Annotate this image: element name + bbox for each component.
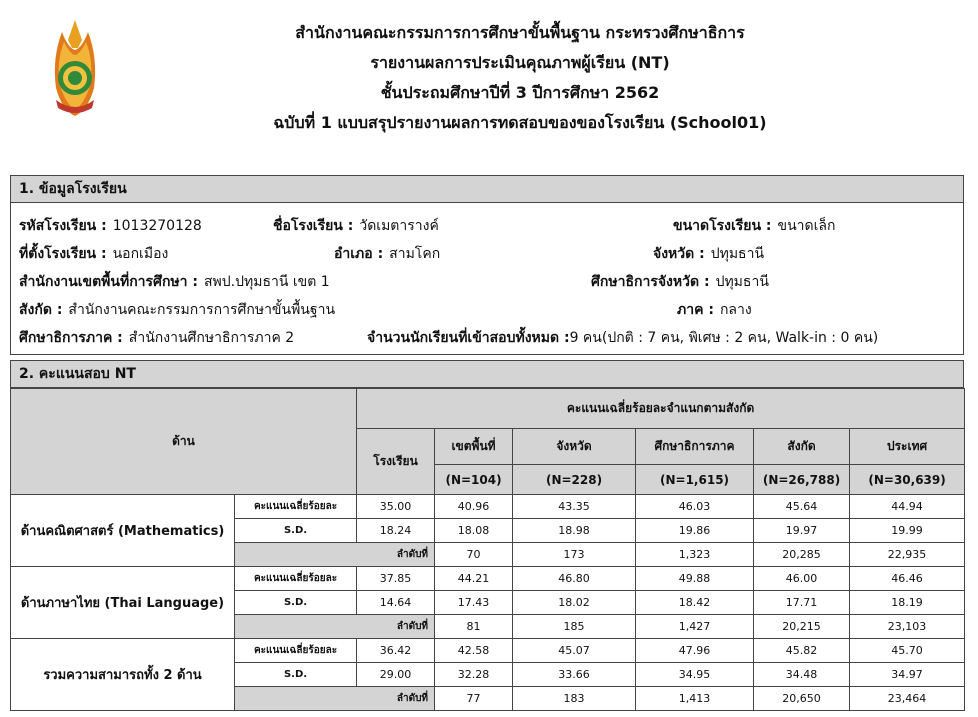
affiliation-row bbox=[19, 299, 335, 321]
col-header-regional: ศึกษาธิการภาค bbox=[636, 429, 754, 465]
row-label-sd: S.D. bbox=[235, 663, 357, 687]
n-regional: (N=1,615) bbox=[636, 465, 754, 495]
affiliation-value: สำนักงานคณะกรรมการการศึกษาขั้นพื้นฐาน bbox=[68, 302, 336, 318]
school-size-row bbox=[673, 215, 835, 237]
school-info-panel bbox=[10, 203, 964, 355]
table-row bbox=[11, 495, 965, 519]
regional-edu-row bbox=[19, 327, 294, 349]
cell-mean: 45.07 bbox=[513, 639, 636, 663]
cell-rank: 1,427 bbox=[636, 615, 754, 639]
table-row bbox=[11, 639, 965, 663]
cell-rank: 23,464 bbox=[850, 687, 965, 711]
school-name-value: วัดเมตารางค์ bbox=[359, 218, 439, 234]
col-header-affiliation: สังกัด bbox=[754, 429, 850, 465]
school-code-value: 1013270128 bbox=[112, 218, 202, 234]
region-label: ภาค : bbox=[677, 302, 714, 318]
cell-sd: 18.19 bbox=[850, 591, 965, 615]
cell-sd: 18.02 bbox=[513, 591, 636, 615]
cell-sd: 33.66 bbox=[513, 663, 636, 687]
district-row bbox=[334, 243, 440, 265]
cell-mean: 49.88 bbox=[636, 567, 754, 591]
school-size-label: ขนาดโรงเรียน : bbox=[673, 218, 772, 234]
area-office-label: สำนักงานเขตพื้นที่การศึกษา : bbox=[19, 274, 198, 290]
students-label: จำนวนนักเรียนที่เข้าสอบทั้งหมด : bbox=[367, 330, 570, 346]
cell-mean: 47.96 bbox=[636, 639, 754, 663]
cell-rank: 20,215 bbox=[754, 615, 850, 639]
col-header-province: จังหวัด bbox=[513, 429, 636, 465]
cell-rank: 81 bbox=[435, 615, 513, 639]
cell-sd: 34.48 bbox=[754, 663, 850, 687]
location-label: ที่ตั้งโรงเรียน : bbox=[19, 246, 107, 262]
cell-sd: 18.08 bbox=[435, 519, 513, 543]
subject-name: ด้านคณิตศาสตร์ (Mathematics) bbox=[11, 495, 235, 567]
n-affiliation: (N=26,788) bbox=[754, 465, 850, 495]
cell-mean: 42.58 bbox=[435, 639, 513, 663]
title-line-2: รายงานผลการประเมินคุณภาพผู้เรียน (NT) bbox=[370, 53, 670, 72]
students-value: 9 คน(ปกติ : 7 คน, พิเศษ : 2 คน, Walk-in : 0 คน) bbox=[569, 330, 879, 346]
title-line-1: สำนักงานคณะกรรมการการศึกษาขั้นพื้นฐาน กระทรวงศึกษาธิการ bbox=[295, 23, 745, 42]
district-label: อำเภอ : bbox=[334, 246, 384, 262]
cell-rank: 20,285 bbox=[754, 543, 850, 567]
school-size-value: ขนาดเล็ก bbox=[777, 218, 836, 234]
cell-sd: 32.28 bbox=[435, 663, 513, 687]
cell-mean: 44.94 bbox=[850, 495, 965, 519]
col-header-school: โรงเรียน bbox=[357, 429, 435, 495]
row-label-rank: ลำดับที่ bbox=[235, 615, 435, 639]
row-label-rank: ลำดับที่ bbox=[235, 687, 435, 711]
col-header-area: เขตพื้นที่ bbox=[435, 429, 513, 465]
n-country: (N=30,639) bbox=[850, 465, 965, 495]
cell-mean: 46.00 bbox=[754, 567, 850, 591]
nt-score-table bbox=[10, 388, 965, 711]
cell-sd: 18.98 bbox=[513, 519, 636, 543]
cell-rank: 185 bbox=[513, 615, 636, 639]
area-office-value: สพป.ปทุมธานี เขต 1 bbox=[203, 274, 330, 290]
cell-mean: 46.03 bbox=[636, 495, 754, 519]
district-value: สามโคก bbox=[389, 246, 441, 262]
regional-edu-value: สำนักงานศึกษาธิการภาค 2 bbox=[128, 330, 295, 346]
row-label-mean: คะแนนเฉลี่ยร้อยละ bbox=[235, 639, 357, 663]
cell-mean: 36.42 bbox=[357, 639, 435, 663]
school-name-label: ชื่อโรงเรียน : bbox=[273, 218, 354, 234]
obec-emblem-logo bbox=[42, 18, 108, 118]
cell-mean: 45.82 bbox=[754, 639, 850, 663]
row-label-sd: S.D. bbox=[235, 519, 357, 543]
col-header-country: ประเทศ bbox=[850, 429, 965, 465]
cell-sd: 17.71 bbox=[754, 591, 850, 615]
province-label: จังหวัด : bbox=[653, 246, 705, 262]
title-line-3: ชั้นประถมศึกษาปีที่ 3 ปีการศึกษา 2562 bbox=[380, 83, 660, 102]
cell-sd: 29.00 bbox=[357, 663, 435, 687]
province-edu-label: ศึกษาธิการจังหวัด : bbox=[591, 274, 710, 290]
table-row bbox=[11, 567, 965, 591]
cell-rank: 173 bbox=[513, 543, 636, 567]
cell-sd: 19.86 bbox=[636, 519, 754, 543]
cell-sd: 18.42 bbox=[636, 591, 754, 615]
cell-sd: 19.99 bbox=[850, 519, 965, 543]
province-value: ปทุมธานี bbox=[710, 246, 765, 262]
school-code-label: รหัสโรงเรียน : bbox=[19, 218, 107, 234]
section-1-header: 1. ข้อมูลโรงเรียน bbox=[10, 175, 964, 203]
cell-mean: 35.00 bbox=[357, 495, 435, 519]
affiliation-label: สังกัด : bbox=[19, 302, 63, 318]
area-office-row bbox=[19, 271, 330, 293]
cell-sd: 19.97 bbox=[754, 519, 850, 543]
cell-rank: 1,323 bbox=[636, 543, 754, 567]
school-name-row bbox=[273, 215, 439, 237]
location-row bbox=[19, 243, 168, 265]
province-edu-row bbox=[591, 271, 769, 293]
cell-rank: 22,935 bbox=[850, 543, 965, 567]
domain-header: ด้าน bbox=[11, 389, 357, 495]
province-edu-value: ปทุมธานี bbox=[715, 274, 769, 290]
cell-mean: 46.46 bbox=[850, 567, 965, 591]
cell-mean: 37.85 bbox=[357, 567, 435, 591]
cell-mean: 46.80 bbox=[513, 567, 636, 591]
cell-sd: 18.24 bbox=[357, 519, 435, 543]
title-line-4: ฉบับที่ 1 แบบสรุปรายงานผลการทดสอบของของโรงเรียน (School01) bbox=[273, 113, 767, 132]
cell-mean: 40.96 bbox=[435, 495, 513, 519]
group-header: คะแนนเฉลี่ยร้อยละจำแนกตามสังกัด bbox=[357, 389, 965, 429]
regional-edu-label: ศึกษาธิการภาค : bbox=[19, 330, 123, 346]
cell-mean: 43.35 bbox=[513, 495, 636, 519]
cell-rank: 20,650 bbox=[754, 687, 850, 711]
report-title-block bbox=[140, 18, 900, 138]
row-label-mean: คะแนนเฉลี่ยร้อยละ bbox=[235, 567, 357, 591]
score-table-body bbox=[11, 495, 965, 711]
cell-mean: 45.70 bbox=[850, 639, 965, 663]
cell-sd: 34.95 bbox=[636, 663, 754, 687]
n-area: (N=104) bbox=[435, 465, 513, 495]
cell-rank: 70 bbox=[435, 543, 513, 567]
cell-sd: 17.43 bbox=[435, 591, 513, 615]
cell-mean: 44.21 bbox=[435, 567, 513, 591]
cell-sd: 34.97 bbox=[850, 663, 965, 687]
subject-name: ด้านภาษาไทย (Thai Language) bbox=[11, 567, 235, 639]
cell-rank: 23,103 bbox=[850, 615, 965, 639]
region-value: กลาง bbox=[719, 302, 752, 318]
section-2-header: 2. คะแนนสอบ NT bbox=[10, 360, 964, 388]
row-label-rank: ลำดับที่ bbox=[235, 543, 435, 567]
province-row bbox=[653, 243, 764, 265]
cell-rank: 77 bbox=[435, 687, 513, 711]
cell-sd: 14.64 bbox=[357, 591, 435, 615]
region-row bbox=[677, 299, 752, 321]
n-province: (N=228) bbox=[513, 465, 636, 495]
cell-rank: 1,413 bbox=[636, 687, 754, 711]
students-row bbox=[367, 327, 878, 349]
row-label-sd: S.D. bbox=[235, 591, 357, 615]
school-code-row bbox=[19, 215, 202, 237]
subject-name: รวมความสามารถทั้ง 2 ด้าน bbox=[11, 639, 235, 711]
cell-mean: 45.64 bbox=[754, 495, 850, 519]
location-value: นอกเมือง bbox=[112, 246, 169, 262]
cell-rank: 183 bbox=[513, 687, 636, 711]
row-label-mean: คะแนนเฉลี่ยร้อยละ bbox=[235, 495, 357, 519]
